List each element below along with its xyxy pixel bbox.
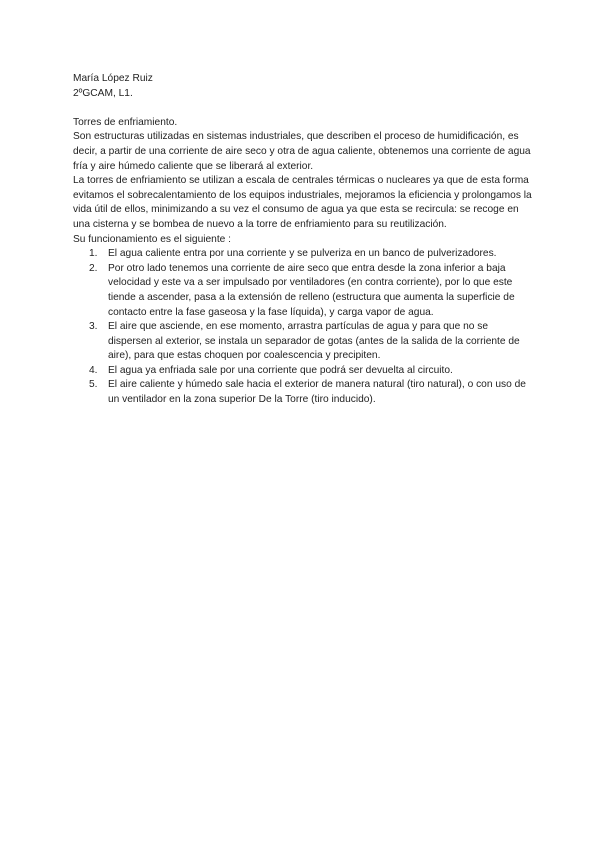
list-item-text: El agua caliente entra por una corriente y se pulveriza en un banco de pulverizadores. bbox=[108, 248, 497, 260]
list-item-number: 5. bbox=[89, 379, 98, 391]
list-item-text: El aire caliente y húmedo sale hacia el exterior de manera natural (tiro natural), o con uso de un ventilador en la zona superior De la Torre (tiro inducido). bbox=[108, 379, 526, 406]
paragraph-definition: Son estructuras utilizadas en sistemas industriales, que describen el proceso de humidificación, es decir, a partir de una corriente de aire seco y otra de agua caliente, obtenemos una corriente de agua fría y aire húmedo caliente que se liberará al exterior. bbox=[73, 131, 531, 172]
course-group: 2ºGCAM, L1. bbox=[73, 87, 133, 99]
list-item bbox=[89, 364, 533, 379]
author-name: María López Ruiz bbox=[73, 73, 153, 84]
list-item-text: El agua ya enfriada sale por una corriente que podrá ser devuelta al circuito. bbox=[108, 364, 453, 376]
list-item-number: 2. bbox=[89, 262, 98, 274]
steps-list bbox=[73, 247, 533, 408]
list-intro: Su funcionamiento es el siguiente : bbox=[73, 233, 232, 245]
list-item-text: Por otro lado tenemos una corriente de aire seco que entra desde la zona inferior a baja velocidad y este va a ser impulsado por ventiladores (en contra corriente), por lo que este tiende a ascender, pasa a la extensión de relleno (estructura que aumenta la superficie de contacto entre la fase gaseosa y la fase líquida), y carga vapor de agua. bbox=[108, 262, 515, 318]
list-item-number: 1. bbox=[89, 248, 98, 260]
list-item bbox=[89, 378, 533, 407]
blank-line bbox=[73, 101, 533, 116]
list-item-number: 4. bbox=[89, 364, 98, 376]
list-item bbox=[89, 320, 533, 364]
list-item bbox=[89, 262, 533, 320]
document-title: Torres de enfriamiento. bbox=[73, 116, 178, 128]
list-item-number: 3. bbox=[89, 321, 98, 333]
document-body bbox=[73, 72, 533, 408]
list-item-text: El aire que asciende, en ese momento, arrastra partículas de agua y para que no se dispersen al exterior, se instala un separador de gotas (antes de la salida de la corriente de aire), para que estas choquen por coalescencia y precipiten. bbox=[108, 321, 520, 362]
list-item bbox=[89, 247, 533, 262]
paragraph-usage: La torres de enfriamiento se utilizan a escala de centrales térmicas o nucleares ya que de esta forma evitamos el sobrecalentamiento de los equipos industriales, mejoramos la eficiencia y prolongamos la vida útil de ellos, minimizando a su vez el consumo de agua ya que esta se recircula: se recoge en una cisterna y se bombea de nuevo a la torre de enfriamiento para su reutilización. bbox=[73, 175, 532, 230]
